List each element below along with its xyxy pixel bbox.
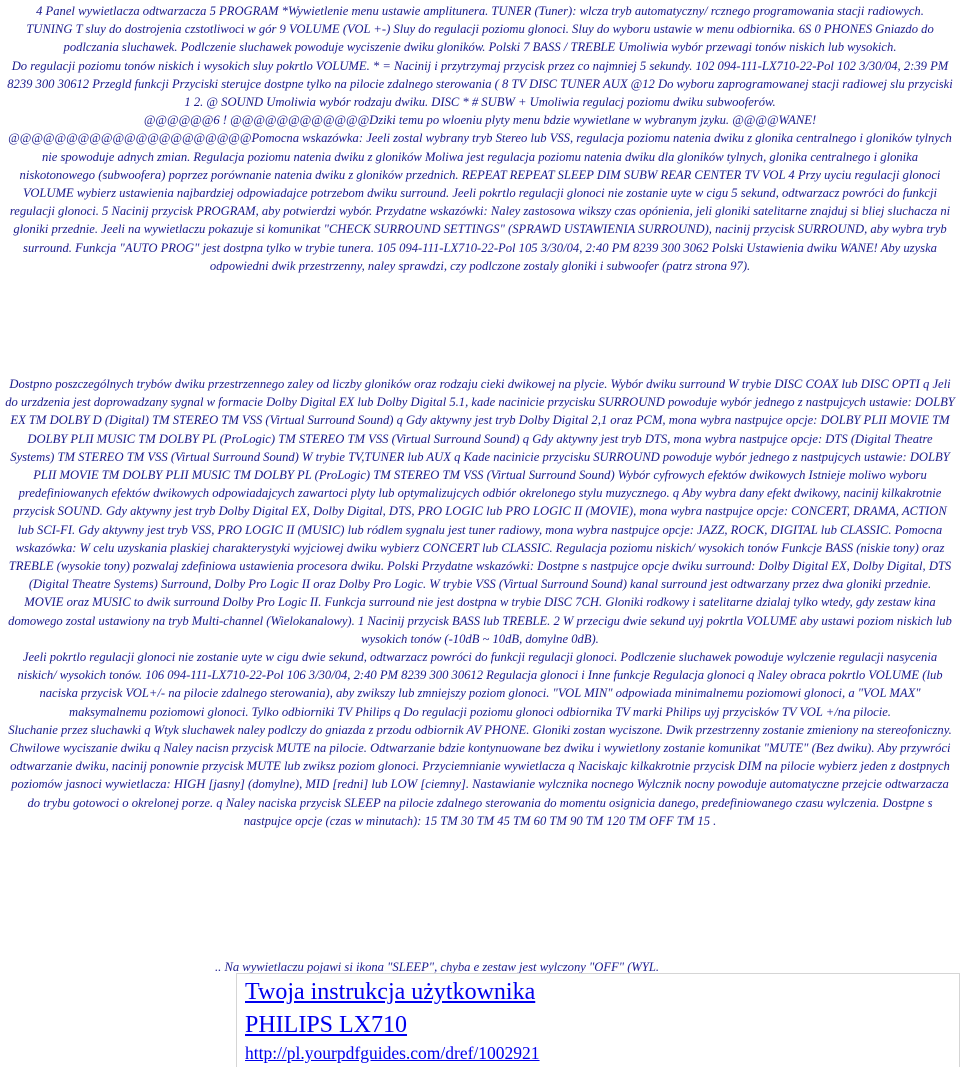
text-block-surround-settings <box>4 375 956 830</box>
paragraph: 4 Panel wywietlacza odtwarzacza 5 PROGRAM *Wywietlenie menu ustawie amplitunera. TUNER (Tuner): wlcza tryb automatyczny/ rcznego programowania stacji radiowych. <box>36 4 924 18</box>
paragraph: Sluchanie przez sluchawki q Wtyk sluchawek naley podlczy do gniazda z przodu odbiornik AV PHONE. Gloniki zostan wyciszone. Dwik przestrzenny zostanie zmieniony na stereofoniczny. Chwilowe wyciszanie dwiku q Naley nacisn przycisk MUTE na pilocie. Odtwarzanie bdzie kontynuowane bez dwiku i wywietlony zostanie komunikat "MUTE" (Bez dwiku). Aby przywróci odtwarzanie dwiku, nacinij ponownie przycisk MUTE lub zwiksz poziom glonoci. Przyciemnianie wywietlacza q Naciskajc kilkakrotnie przycisk DIM na pilocie wybierz jeden z dostpnych poziomów jasnoci wywietlacza: HIGH [jasny] (domylne), MID [redni] lub LOW [ciemny]. Nastawianie wylcznika nocnego Wylcznik nocny powoduje automatyczne przejcie odtwarzacza do trybu gotowoci o okrelonej porze. q Naley naciska przycisk SLEEP na pilocie zdalnego sterowania do momentu osignicia danego, predefiniowanego czasu wylczenia. Dostpne s nastpujce opcje (czas w minutach): 15 TM 30 TM 45 TM 60 TM 90 TM 120 TM OFF TM 15 . <box>8 722 952 828</box>
paragraph: MOVIE oraz MUSIC to dwik surround Dolby Pro Logic II. Funkcja surround nie jest dostpna w trybie DISC 7CH. Gloniki rodkowy i satelitarne dzialaj tylko wtedy, gdy zestaw kina domowego zostal ustawiony na tryb Multi-channel (Wielokanalowy). 1 Nacinij przycisk BASS lub TREBLE. 2 W przecigu dwie sekund uyj pokrtla VOLUME aby ustawi poziom niskich lub wysokich tonów (-10dB ~ 10dB, domylne 0dB). <box>8 595 952 646</box>
paragraph: @@@@@@6 ! @@@@@@@@@@@@Dziki temu po wloeniu plyty menu bdzie wywietlane w wybranym jzyku. @@@@WANE! @@@@@@@@@@@@@@@@@@@@@Pomocna wskazówka: Jeeli zostal wybrany tryb Stereo lub VSS, regulacja poziomu natenia dwiku z glonika centralnego i gloników tylnych nie spowoduje adnych zmian. Regulacja poziomu natenia dwiku z gloników Moliwa jest regulacja poziomu natenia dwiku dla gloników tylnych, glonika centralnego i glonika niskotonowego (subwoofera) poprzez porównanie natenia dwiku z gloników przednich. REPEAT REPEAT SLEEP DIM SUBW REAR CENTER TV VOL 4 Przy uyciu regulacji glonoci VOLUME wybierz ustawienia najbardziej odpowiadajce potrzebom dwiku surround. Jeeli pokrtlo regulacji glonoci nie zostanie uyte w cigu 5 sekund, odtwarzacz powróci do funkcji regulacji glonoci. 5 Nacinij przycisk PROGRAM, aby potwierdzi wybór. Przydatne wskazówki: Naley zastosowa wikszy czas opónienia, jeli gloniki satelitarne znajduj si bliej sluchacza ni gloniki przednie. Jeeli na wywietlaczu pokazuje si komunikat "CHECK SURROUND SETTINGS" (SPRAWD USTAWIENIA SURROUND), nacinij przycisk SURROUND, aby wybra tryb surround. Funkcja "AUTO PROG" jest dostpna tylko w trybie tunera. 105 094-111-LX710-22-Pol 105 3/30/04, 2:40 PM 8239 300 3062 Polski Ustawienia dwiku WANE! Aby uzyska odpowiedni dwik przestrzenny, naley sprawdzi, czy podlczone zostaly gloniki i subwoofer (patrz strona 97). <box>8 113 952 273</box>
sleep-note: .. Na wywietlaczu pojawi si ikona "SLEEP", chyba e zestaw jest wylczony "OFF" (WYL. <box>215 960 660 974</box>
model-link[interactable]: PHILIPS LX710 <box>245 1012 408 1038</box>
manual-title-link[interactable]: Twoja instrukcja użytkownika <box>245 979 536 1005</box>
paragraph: Jeeli pokrtlo regulacji glonoci nie zostanie uyte w cigu dwie sekund, odtwarzacz powróci do funkcji regulacji glonoci. Podlczenie sluchawek powoduje wylczenie regulacji nasycenia niskich/ wysokich tonów. 106 094-111-LX710-22-Pol 106 3/30/04, 2:40 PM 8239 300 30612 Regulacja glonoci i Inne funkcje Regulacja glonoci q Naley obraca pokrtlo VOLUME (lub naciska przycisk VOL+/- na pilocie zdalnego sterowania), aby zwikszy lub zmniejszy poziom glonoci. "VOL MIN" odpowiada minimalnemu poziomowi glonoci, a "VOL MAX" maksymalnemu poziomowi glonoci. Tylko odbiorniki TV Philips q Do regulacji poziomu glonoci odbiornika TV marki Philips uyj przycisków TV VOL +/na pilocie. <box>17 650 943 719</box>
paragraph: Dostpno poszczególnych trybów dwiku przestrzennego zaley od liczby gloników oraz rodzaju cieki dwikowej na plycie. Wybór dwiku surround W trybie DISC COAX lub DISC OPTI q Jeli do urzdzenia jest doprowadzany sygnal w formacie Dolby Digital EX lub Dolby Digital 5.1, kade nacinicie przycisku SURROUND powoduje wybór jednego z nastpujcych ustawie: DOLBY EX TM DOLBY D (Digital) TM STEREO TM VSS (Virtual Surround Sound) q Gdy aktywny jest tryb Dolby Digital 2,1 oraz PCM, mona wybra nastpujce opcje: DOLBY PLII MOVIE TM DOLBY PLII MUSIC TM DOLBY PL (ProLogic) TM STEREO TM VSS (Virtual Surround Sound) q Gdy aktywny jest tryb DTS, mona wybra nastpujce opcje: DTS (Digital Theatre Systems) TM STEREO TM VSS (Virtual Surround Sound) W trybie TV,TUNER lub AUX q Kade nacinicie przycisku SURROUND powoduje wybór jednego z nastpujcych ustawie: DOLBY PLII MOVIE TM DOLBY PLII MUSIC TM DOLBY PL (ProLogic) TM STEREO TM VSS (Virtual Surround Sound) Wybór cyfrowych efektów dwikowych Istnieje moliwo wyboru predefiniowanych efektów dwikowych odpowiadajcych zawartoci plyty lub optymalizujcych odbiór okrelonego stylu muzycznego. q Aby wybra dany efekt dwikowy, nacinij kilkakrotnie przycisk SOUND. Gdy aktywny jest tryb Dolby Digital EX, Dolby Digital, DTS, PRO LOGIC lub PRO LOGIC II (MOVIE), mona wybra nastpujce opcje: CONCERT, DRAMA, ACTION lub SCI-FI. Gdy aktywny jest tryb VSS, PRO LOGIC II (MUSIC) lub ródlem sygnalu jest tuner radiowy, mona wybra nastpujce opcje: JAZZ, ROCK, DIGITAL lub CLASSIC. Pomocna wskazówka: W celu uzyskania plaskiej charakterystyki wyjciowej dwiku wybierz CONCERT lub CLASSIC. Regulacja poziomu niskich/ wysokich tonów Funkcje BASS (niskie tony) oraz TREBLE (wysokie tony) pozwalaj zdefiniowa ustawienia procesora dwiku. Polski Przydatne wskazówki: Dostpne s nastpujce opcje dwiku surround: Dolby Digital EX, Dolby Digital, DTS (Digital Theatre Systems) Surround, Dolby Pro Logic II oraz Dolby Pro Logic. W trybie VSS (Virtual Surround Sound) kanal surround jest odtwarzany przez dwa gloniki przednie. <box>5 377 955 592</box>
paragraph: Do regulacji poziomu tonów niskich i wysokich sluy pokrtlo VOLUME. * = Nacinij i przytrzymaj przycisk przez co najmniej 5 sekundy. 102 094-111-LX710-22-Pol 102 3/30/04, 2:39 PM 8239 300 30612 Przegld funkcji Przyciski sterujce dostpne tylko na pilocie zdalnego sterowania ( 8 TV DISC TUNER AUX @12 Do wyboru zaprogramowanej stacji radiowej slu przyciski 1 2. @ SOUND Umoliwia wybór rodzaju dwiku. DISC * # SUBW + Umoliwia regulacj poziomu dwiku subwooferów. <box>7 58 953 110</box>
manual-url-link[interactable]: http://pl.yourpdfguides.com/dref/1002921 <box>245 1043 540 1063</box>
paragraph: TUNING T sluy do dostrojenia czstotliwoci w gór 9 VOLUME (VOL +-) Sluy do regulacji poziomu glonoci. Sluy do wyboru ustawie w menu odbiornika. 6S 0 PHONES Gniazdo do podlczania sluchawek. Podlczenie sluchawek powoduje wyciszenie dwiku gloników. Polski 7 BASS / TREBLE Umoliwia wybór przewagi tonów niskich lub wysokich. <box>26 22 934 55</box>
text-block-panel-functions <box>4 2 956 275</box>
